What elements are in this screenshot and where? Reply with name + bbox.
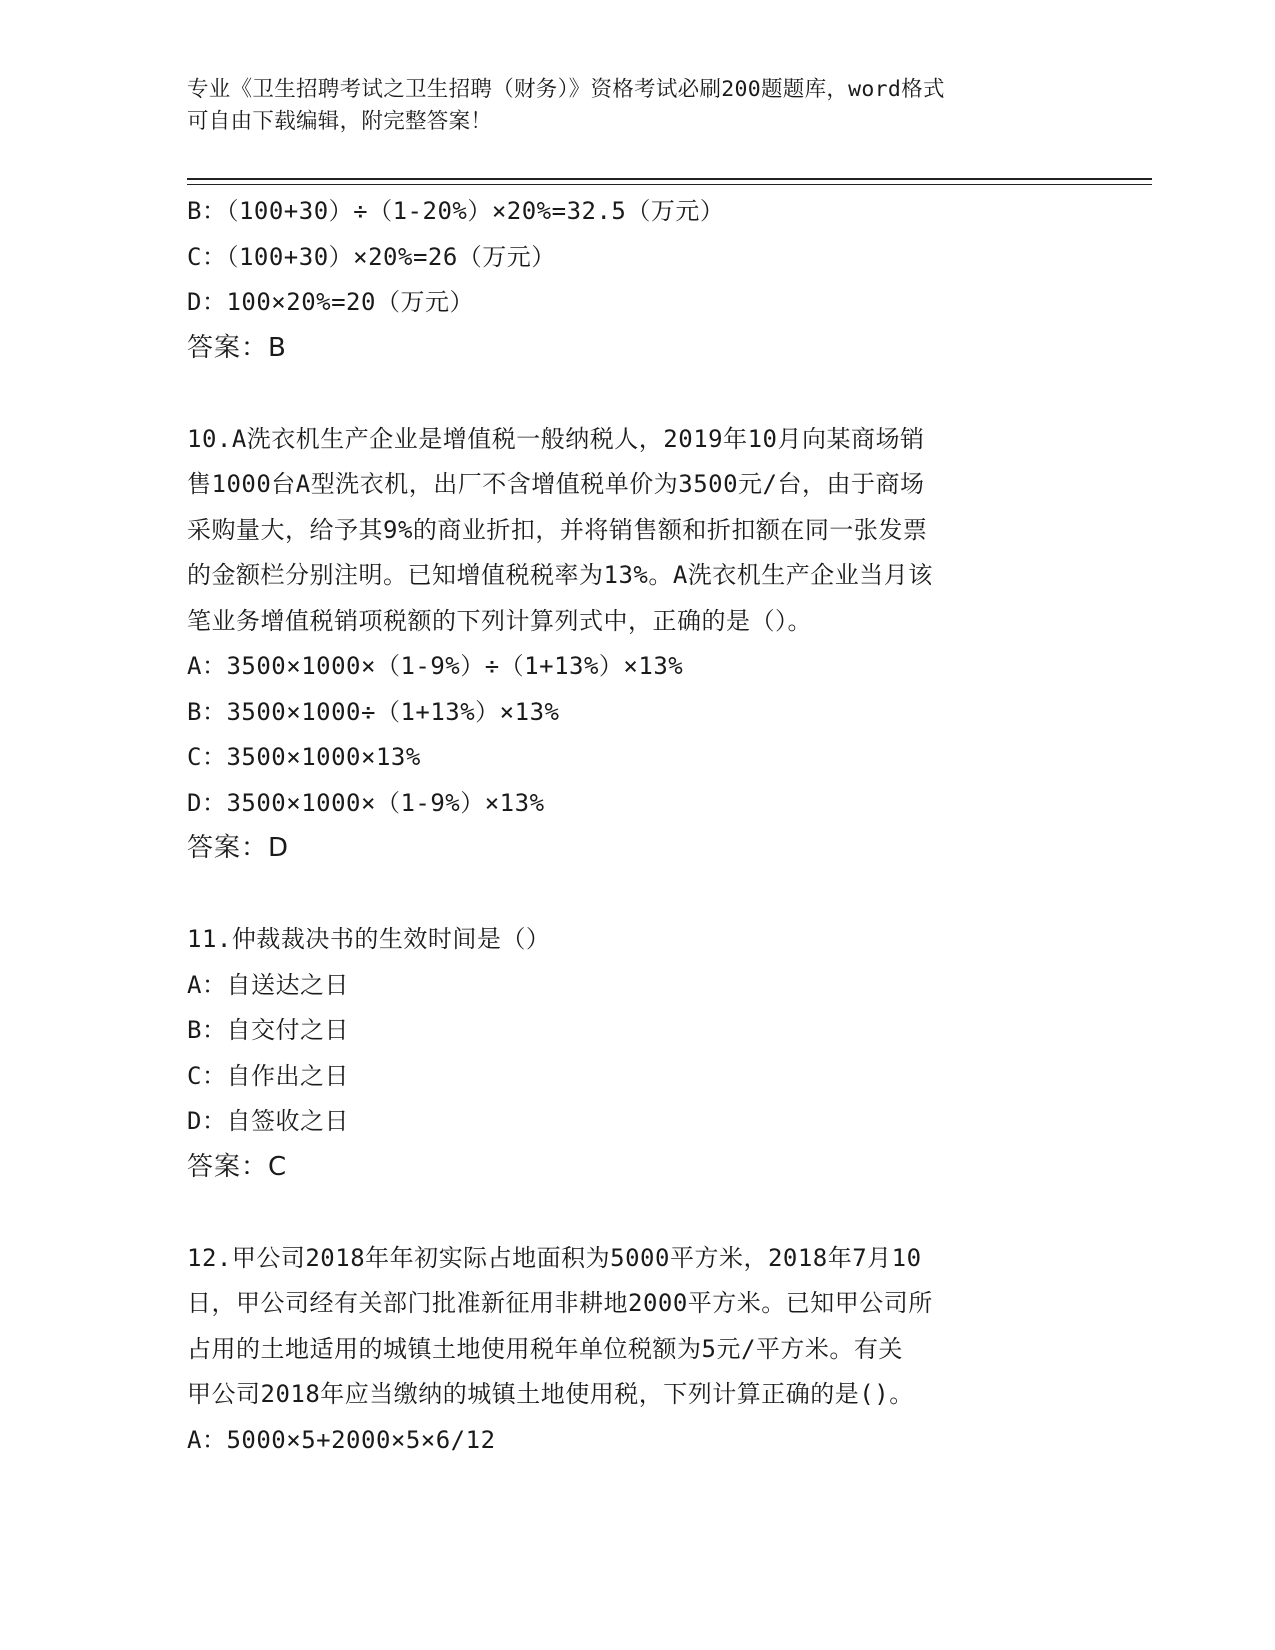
- q10-answer: 答案：D: [187, 833, 290, 863]
- q12-option-a: A：5000×5+2000×5×6/12: [187, 1425, 496, 1454]
- header-rule-thick: [187, 178, 1152, 180]
- spacer: [187, 1190, 1087, 1236]
- q10-option-d: D：3500×1000×（1-9%）×13%: [187, 788, 545, 817]
- document-header: [187, 74, 1067, 138]
- q12-stem-line-1: 12.甲公司2018年年初实际占地面积为5000平方米，2018年7月10: [187, 1243, 922, 1272]
- q11-option-d: D：自签收之日: [187, 1107, 349, 1135]
- q12-stem-line-2: 日，甲公司经有关部门批准新征用非耕地2000平方米。已知甲公司所: [187, 1289, 933, 1317]
- spacer: [187, 371, 1087, 417]
- q11-option-b: B：自交付之日: [187, 1016, 349, 1044]
- q9-option-d: D：100×20%=20（万元）: [187, 288, 474, 316]
- q12-stem-line-3: 占用的土地适用的城镇土地使用税年单位税额为5元/平方米。有关: [187, 1334, 903, 1363]
- header-line-1: 专业《卫生招聘考试之卫生招聘（财务）》资格考试必刷200题题库，word格式: [187, 77, 945, 102]
- q10-stem-line-2: 售1000台A型洗衣机，出厂不含增值税单价为3500元/台，由于商场: [187, 470, 925, 498]
- q12-stem-line-4: 甲公司2018年应当缴纳的城镇土地使用税，下列计算正确的是()。: [187, 1380, 914, 1408]
- q11-stem: 11.仲裁裁决书的生效时间是（）: [187, 925, 551, 953]
- q11-option-a: A：自送达之日: [187, 970, 349, 999]
- q9-option-b: B：（100+30）÷（1-20%）×20%=32.5（万元）: [187, 197, 725, 225]
- question-content: [187, 189, 1087, 1463]
- q10-option-b: B：3500×1000÷（1+13%）×13%: [187, 697, 560, 726]
- q10-stem-line-4: 的金额栏分别注明。已知增值税税率为13%。A洗衣机生产企业当月该: [187, 561, 933, 589]
- q10-option-c: C：3500×1000×13%: [187, 743, 421, 771]
- q10-stem-line-1: 10.A洗衣机生产企业是增值税一般纳税人，2019年10月向某商场销: [187, 424, 925, 453]
- q10-option-a: A：3500×1000×（1-9%）÷（1+13%）×13%: [187, 652, 684, 680]
- q9-answer: 答案：B: [187, 332, 287, 363]
- q11-option-c: C：自作出之日: [187, 1061, 349, 1090]
- q10-stem-line-5: 笔业务增值税销项税额的下列计算列式中，正确的是（）。: [187, 606, 812, 635]
- q9-option-c: C：（100+30）×20%=26（万元）: [187, 242, 556, 271]
- spacer: [187, 872, 1087, 918]
- q11-answer: 答案：C: [187, 1151, 288, 1182]
- q10-stem-line-3: 采购量大，给予其9%的商业折扣，并将销售额和折扣额在同一张发票: [187, 515, 928, 544]
- header-rule-thin: [187, 184, 1152, 185]
- header-line-2: 可自由下载编辑，附完整答案！: [187, 109, 493, 134]
